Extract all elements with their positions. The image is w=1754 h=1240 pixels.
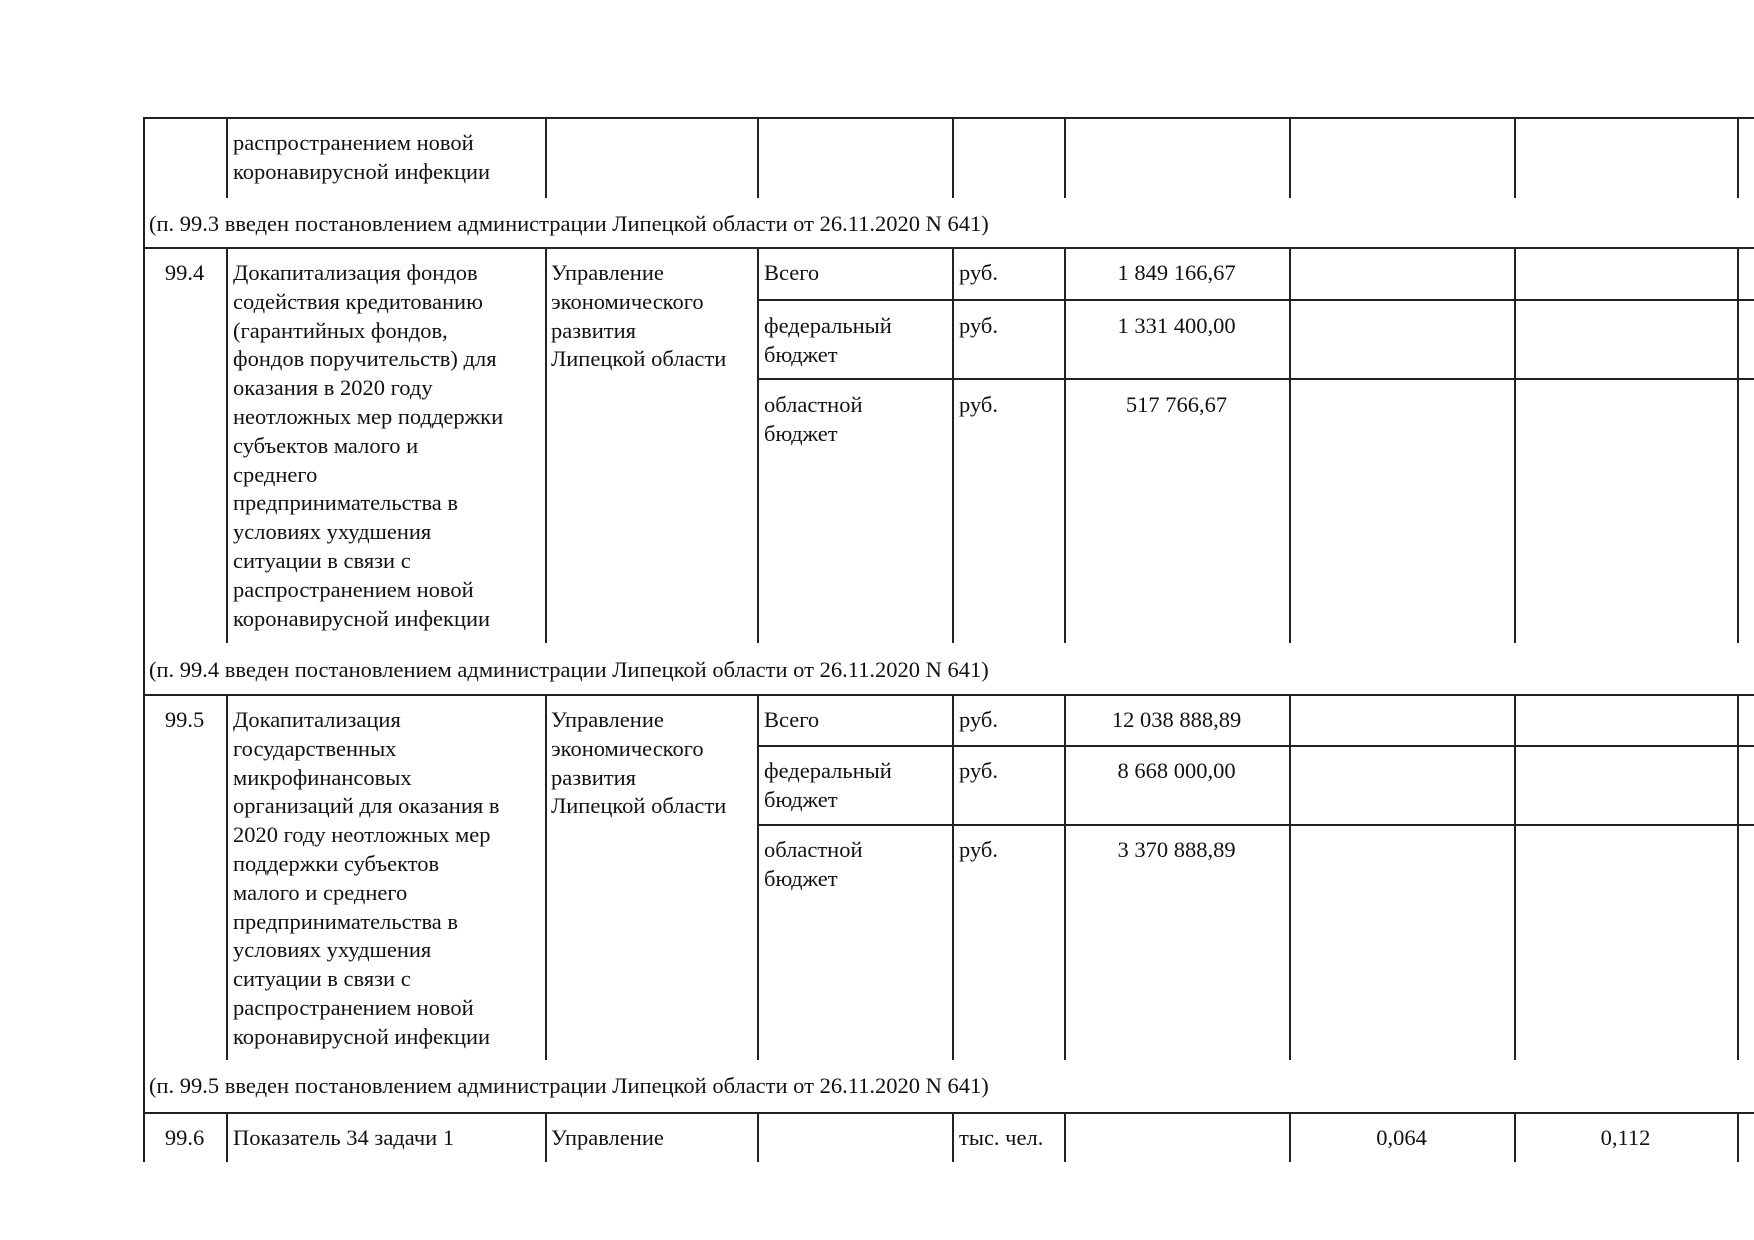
source-label: федеральный бюджет [764, 758, 892, 812]
grid-line [226, 694, 228, 1060]
grid-line [757, 378, 1754, 380]
unit: руб. [959, 392, 998, 417]
row-name: Докапитализация государственных микрофинансовых организаций для оказания в 2020 году неотложных мер поддержки субъектов малого и среднего предпринимательства в условиях ухудшения ситуации в связи с распространением новой коронавирусной инфекции [233, 707, 500, 1049]
amount: 1 849 166,67 [1117, 260, 1236, 285]
grid-line [545, 1112, 547, 1162]
grid-line [226, 117, 228, 198]
grid-line [757, 299, 1754, 301]
grid-line [1064, 117, 1066, 198]
grid-line [952, 247, 954, 643]
amount: 8 668 000,00 [1117, 758, 1236, 783]
row-org: Управление экономического развития Липецкой области [551, 707, 727, 819]
row-number: 99.4 [164, 260, 205, 285]
grid-line [1289, 694, 1291, 1060]
grid-line [1064, 694, 1066, 1060]
grid-line [143, 1112, 1754, 1114]
grid-line [545, 117, 547, 198]
unit: руб. [959, 758, 998, 783]
grid-line [143, 694, 1754, 696]
amount: 3 370 888,89 [1117, 837, 1236, 862]
grid-line [757, 247, 759, 643]
grid-line [226, 1112, 228, 1162]
grid-line [143, 247, 1754, 249]
grid-line [1737, 694, 1739, 1060]
grid-line [757, 694, 759, 1060]
amendment-note: (п. 99.4 введен постановлением администрации Липецкой области от 26.11.2020 N 641) [149, 657, 989, 682]
source-label: Всего [764, 260, 820, 285]
row-org: Управление [551, 1125, 664, 1150]
grid-line [757, 1112, 759, 1162]
amendment-note: (п. 99.3 введен постановлением администрации Липецкой области от 26.11.2020 N 641) [149, 211, 989, 236]
row-name: Докапитализация фондов содействия кредитованию (гарантийных фондов, фондов поручительств) для оказания в 2020 году неотложных мер поддержки субъектов малого и среднего предпринимательства в условиях ухудшения ситуации в связи с распространением новой коронавирусной инфекции [233, 260, 504, 631]
indicator-value: 0,112 [1600, 1125, 1651, 1150]
row-number: 99.5 [164, 707, 205, 732]
source-label: федеральный бюджет [764, 313, 892, 367]
source-label: областной бюджет [764, 837, 863, 891]
row-number: 99.6 [164, 1125, 205, 1150]
grid-line [1514, 694, 1516, 1060]
grid-line [952, 694, 954, 1060]
unit: руб. [959, 260, 998, 285]
unit: руб. [959, 707, 998, 732]
grid-line [952, 117, 954, 198]
grid-line [952, 1112, 954, 1162]
grid-line [1737, 247, 1739, 643]
row-name: Показатель 34 задачи 1 [233, 1125, 455, 1150]
grid-line [757, 745, 1754, 747]
grid-line [545, 694, 547, 1060]
grid-line [1737, 1112, 1739, 1162]
grid-line [1737, 117, 1739, 198]
grid-line [757, 824, 1754, 826]
source-label: областной бюджет [764, 392, 863, 446]
grid-line [1064, 1112, 1066, 1162]
amount: 1 331 400,00 [1117, 313, 1236, 338]
grid-line [757, 117, 759, 198]
grid-line [226, 247, 228, 643]
amount: 12 038 888,89 [1111, 707, 1242, 732]
source-label: Всего [764, 707, 820, 732]
grid-line [1064, 247, 1066, 643]
grid-line [1289, 247, 1291, 643]
grid-line [545, 247, 547, 643]
unit: тыс. чел. [959, 1125, 1044, 1150]
unit: руб. [959, 313, 998, 338]
grid-line [143, 117, 1754, 119]
indicator-value: 0,064 [1376, 1125, 1427, 1150]
unit: руб. [959, 837, 998, 862]
amount: 517 766,67 [1125, 392, 1228, 417]
grid-line [1514, 247, 1516, 643]
amendment-note: (п. 99.5 введен постановлением администрации Липецкой области от 26.11.2020 N 641) [149, 1073, 989, 1098]
row-org: Управление экономического развития Липецкой области [551, 260, 727, 372]
grid-line [1514, 117, 1516, 198]
row-name: распространением новой коронавирусной инфекции [233, 130, 491, 184]
grid-line [1289, 117, 1291, 198]
